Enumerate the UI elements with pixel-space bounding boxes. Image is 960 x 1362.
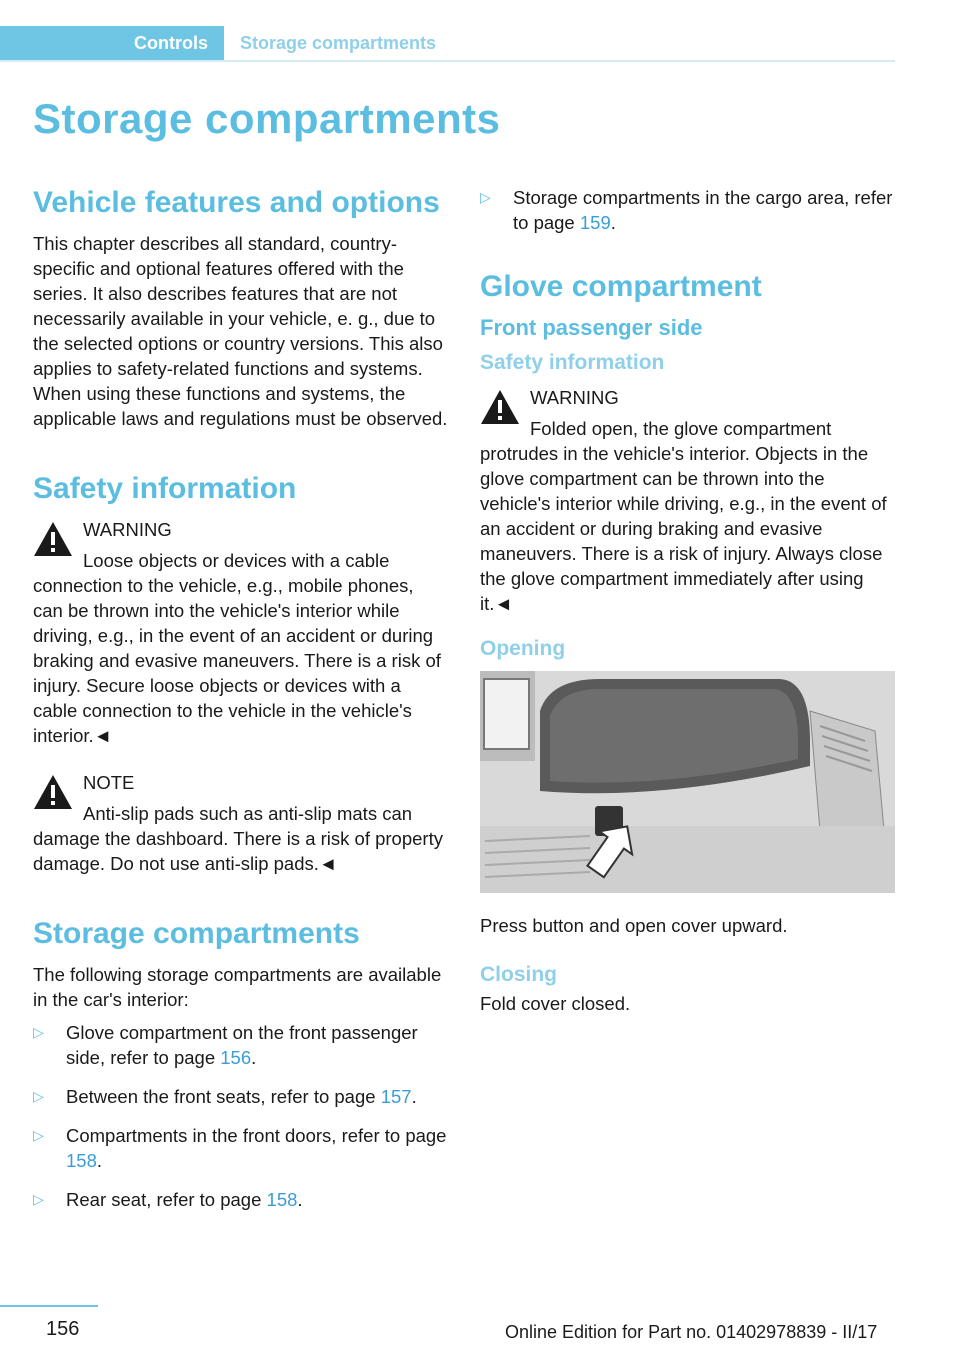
heading-vehicle-features: Vehicle features and options — [33, 186, 440, 219]
paragraph-closing: Fold cover closed. — [480, 993, 631, 1014]
heading-storage-compartments: Storage compartments — [33, 917, 360, 950]
note-block — [33, 770, 448, 876]
glove-compartment-photo — [480, 671, 895, 893]
note-text: Anti-slip pads such as anti-slip mats can damage the dashboard. There is a risk of property damage. Do not use anti-slip pads.◄ — [33, 803, 443, 874]
heading-closing: Closing — [480, 963, 557, 986]
right-column — [480, 185, 895, 1016]
triangle-bullet-icon: ▷ — [33, 1127, 44, 1143]
page-title: Storage compartments — [33, 95, 501, 142]
storage-list — [33, 1020, 448, 1212]
page-number: 156 — [46, 1318, 80, 1340]
warning-block — [33, 517, 448, 748]
tab-storage-compartments[interactable]: Storage compartments — [240, 33, 437, 53]
page-link[interactable]: 156 — [220, 1047, 252, 1068]
list-item: ▷ Storage compartments in the cargo area, refer to page 159. — [480, 187, 893, 233]
left-column — [33, 185, 448, 1226]
footer-line — [0, 1305, 98, 1307]
list-item: ▷ Compartments in the front doors, refer to page 158. — [33, 1125, 447, 1171]
triangle-bullet-icon: ▷ — [33, 1088, 44, 1104]
page-link[interactable]: 157 — [380, 1086, 412, 1107]
list-item: ▷ Rear seat, refer to page 158. — [33, 1189, 303, 1210]
paragraph-opening: Press button and open cover upward. — [480, 915, 788, 936]
page-link[interactable]: 158 — [66, 1150, 97, 1171]
heading-safety-information-right: Safety information — [480, 351, 665, 374]
paragraph-storage-compartments: The following storage compartments are available in the car's interior: — [33, 964, 442, 1010]
warning-triangle-icon — [480, 389, 520, 425]
heading-safety-information: Safety information — [33, 472, 297, 505]
warning-label: WARNING — [530, 387, 619, 408]
storage-list-continued — [480, 185, 895, 235]
edition-note: Online Edition for Part no. 01402978839 - II/17 — [505, 1322, 878, 1342]
warning-triangle-icon — [33, 521, 73, 557]
tab-controls[interactable] — [0, 26, 224, 60]
warning-text: Loose objects or devices with a cable connection to the vehicle, e.g., mobile phones, can be thrown into the vehicle's interior while driving, e.g., in the event of an accident or during braking and evasive maneuvers. There is a risk of injury. Secure loose objects or devices with a cable connection to the vehicle in the vehicle's interior.◄ — [33, 550, 441, 746]
heading-glove-compartment: Glove compartment — [480, 270, 762, 303]
triangle-bullet-icon: ▷ — [480, 189, 491, 205]
warning-label: WARNING — [83, 519, 172, 540]
note-label: NOTE — [83, 772, 135, 793]
page-link[interactable]: 159 — [579, 212, 611, 233]
note-triangle-icon — [33, 774, 73, 810]
page-link[interactable]: 158 — [266, 1189, 298, 1210]
warning-text: Folded open, the glove compartment protrudes in the vehicle's interior. Objects in the glove compartment can be thrown into the vehicle's interior while driving, e.g., in the event of an accident or during braking and evasive maneuvers. There is a risk of injury. Always close the glove compartment immediately after using it.◄ — [480, 418, 887, 614]
paragraph-vehicle-features: This chapter describes all standard, country-specific and optional features offered with the series. It also describes features that are not necessarily available in your vehicle, e. g., due to the selected options or country versions. This also applies to safety-related functions and systems. When using these functions and systems, the applicable laws and regulations must be observed. — [33, 233, 448, 429]
heading-front-passenger-side: Front passenger side — [480, 315, 703, 340]
warning-block-right — [480, 385, 895, 616]
heading-opening: Opening — [480, 637, 566, 660]
list-item: ▷ Glove compartment on the front passenger side, refer to page 156. — [33, 1022, 418, 1068]
triangle-bullet-icon: ▷ — [33, 1024, 44, 1040]
list-item: ▷ Between the front seats, refer to page 157. — [33, 1086, 417, 1107]
triangle-bullet-icon: ▷ — [33, 1191, 44, 1207]
tab-controls-label: Controls — [134, 33, 208, 53]
